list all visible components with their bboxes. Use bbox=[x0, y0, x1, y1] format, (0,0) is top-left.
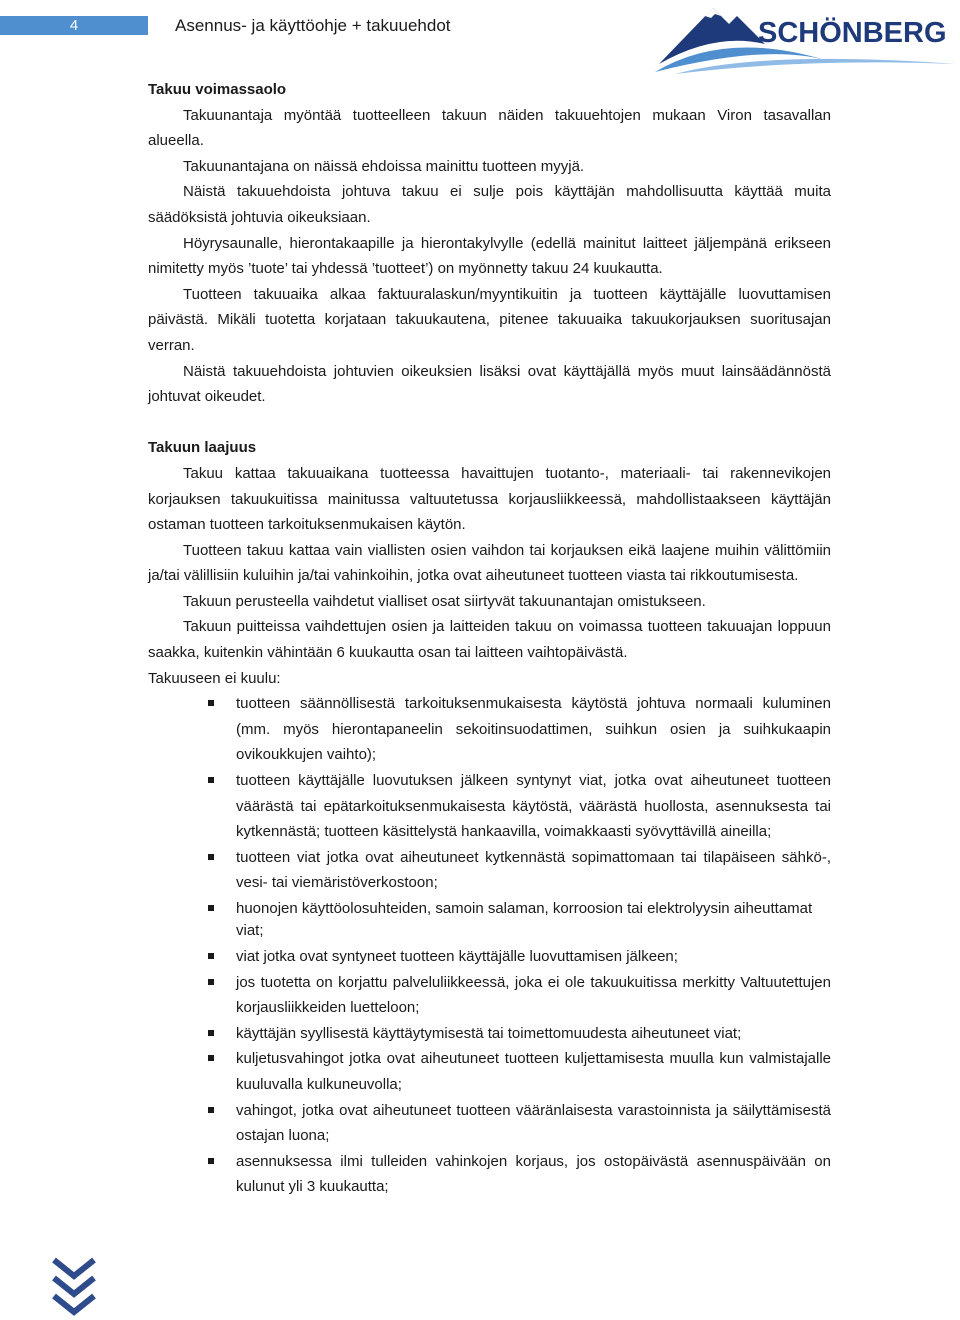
paragraph: Tuotteen takuuaika alkaa faktuuralaskun/myyntikuitin ja tuotteen käyttäjälle luovuttamisen päivästä. Mikäli tuotetta korjataan takuukautena, pitenee takuuaika takuukorjauksen suoritusajan verran. bbox=[148, 285, 831, 354]
exclusions-list bbox=[148, 691, 831, 1200]
list-item-text: viat jotka ovat syntyneet tuotteen käyttäjälle luovuttamisen jälkeen; bbox=[236, 948, 678, 965]
list-item-text: tuotteen viat jotka ovat aiheutuneet kytkennästä sopimattomaan tai tilapäiseen sähkö-, vesi- tai viemäristöverkostoon; bbox=[236, 848, 831, 892]
square-bullet-icon bbox=[208, 854, 214, 860]
list-item bbox=[148, 944, 831, 970]
document-body bbox=[148, 77, 831, 1200]
list-item-text: vahingot, jotka ovat aiheutuneet tuotteen vääränlaisesta varastoinnista ja säilyttämisestä ostajan luona; bbox=[236, 1101, 831, 1145]
square-bullet-icon bbox=[208, 953, 214, 959]
list-item bbox=[148, 1046, 831, 1097]
square-bullet-icon bbox=[208, 1107, 214, 1113]
page-number: 4 bbox=[69, 17, 79, 34]
list-intro: Takuuseen ei kuulu: bbox=[148, 669, 281, 687]
square-bullet-icon bbox=[208, 777, 214, 783]
paragraph: Höyrysaunalle, hierontakaapille ja hierontakylvylle (edellä mainitut laitteet jäljempänä erikseen nimitetty myös ’tuote’ tai yhdessä ’tuotteet’) on myönnetty takuu 24 kuukautta. bbox=[148, 234, 831, 278]
list-item bbox=[148, 896, 831, 944]
list-item-text: huonojen käyttöolosuhteiden, samoin salaman, korroosion tai elektrolyysin aiheuttamat viat; bbox=[236, 900, 813, 939]
list-item bbox=[148, 1021, 831, 1047]
paragraph: Takuunantaja myöntää tuotteelleen takuun näiden takuuehtojen mukaan Viron tasavallan alueella. bbox=[148, 106, 831, 150]
list-item-text: jos tuotetta on korjattu palveluliikkeessä, joka ei ole takuukuitissa merkitty Valtuutettujen korjausliikkeiden luetteloon; bbox=[236, 973, 831, 1017]
paragraph: Takuun puitteissa vaihdettujen osien ja laitteiden takuu on voimassa tuotteen takuuajan loppuun saakka, kuitenkin vähintään 6 kuukautta osan tai laitteen vaihtopäivästä. bbox=[148, 618, 831, 662]
list-item-text: asennuksessa ilmi tulleiden vahinkojen korjaus, jos ostopäivästä asennuspäivään on kulunut yli 3 kuukautta; bbox=[236, 1152, 831, 1196]
section-title-scope: Takuun laajuus bbox=[148, 439, 257, 457]
list-item bbox=[148, 691, 831, 768]
list-item bbox=[148, 1098, 831, 1149]
paragraph: Näistä takuuehdoista johtuvien oikeuksien lisäksi ovat käyttäjällä myös muut lainsäädännöstä johtuvat oikeudet. bbox=[148, 362, 831, 406]
paragraph: Takuun perusteella vaihdetut vialliset osat siirtyvät takuunantajan omistukseen. bbox=[183, 592, 706, 610]
list-item bbox=[148, 970, 831, 1021]
list-item-text: tuotteen käyttäjälle luovutuksen jälkeen syntynyt viat, jotka ovat aiheutuneet tuotteen väärästä tai epätarkoituksenmukaisesta käytöstä, väärästä huollosta, asennuksesta tai kytkennästä; tuotteen käsittelystä hankaavilla, voimakkaasti syövyttävillä aineilla; bbox=[236, 772, 831, 841]
list-item bbox=[148, 768, 831, 845]
document-title: Asennus- ja käyttöohje + takuuehdot bbox=[175, 16, 451, 35]
square-bullet-icon bbox=[208, 1158, 214, 1164]
list-item-text: tuotteen säännöllisestä tarkoituksenmukaisesta käytöstä johtuva normaali kuluminen (mm. myös hierontapaneelin sekoitinsuodattimen, suihkun osien ja suihkukaapin ovikoukkujen vaihto); bbox=[236, 695, 831, 764]
square-bullet-icon bbox=[208, 1055, 214, 1061]
section-title-validity: Takuu voimassaolo bbox=[148, 81, 287, 98]
square-bullet-icon bbox=[208, 905, 214, 911]
paragraph: Takuu kattaa takuuaikana tuotteessa havaittujen tuotanto-, materiaali- tai rakennevikojen korjauksen takuukuitissa mainitussa valtuutetussa korjausliikkeessä, mahdollistaakseen käyttäjän ostaman tuotteen tarkoituksenmukaisen käytön. bbox=[148, 464, 831, 534]
paragraph: Näistä takuuehdoista johtuva takuu ei sulje pois käyttäjän mahdollisuutta käyttää muita säädöksistä johtuvia oikeuksiaan. bbox=[148, 183, 831, 226]
list-item-text: kuljetusvahingot jotka ovat aiheutuneet tuotteen kuljettamisesta muulla kun valmistajalle kuuluvalla kulkuneuvolla; bbox=[236, 1050, 831, 1093]
chevrons-down-icon bbox=[52, 1256, 96, 1320]
mountain-swoosh-icon bbox=[655, 2, 960, 76]
square-bullet-icon bbox=[208, 979, 214, 985]
list-item bbox=[148, 1149, 831, 1200]
paragraph: Tuotteen takuu kattaa vain viallisten osien vaihdon tai korjauksen eikä laajene muihin välittömiin ja/tai välillisiin kuluihin ja/tai vahinkoihin, jotka ovat aiheutuneet tuotteen viasta tai rikkoutumisesta. bbox=[148, 541, 831, 585]
logo-wordmark: SCHÖNBERG bbox=[758, 17, 947, 49]
paragraph: Takuunantajana on näissä ehdoissa mainittu tuotteen myyjä. bbox=[183, 157, 585, 175]
section-spacer bbox=[148, 410, 831, 436]
list-item-text: käyttäjän syyllisestä käyttäytymisestä tai toimettomuudesta aiheutuneet viat; bbox=[236, 1024, 742, 1042]
square-bullet-icon bbox=[208, 700, 214, 706]
list-item bbox=[148, 845, 831, 896]
square-bullet-icon bbox=[208, 1030, 214, 1036]
brand-logo bbox=[655, 2, 960, 76]
